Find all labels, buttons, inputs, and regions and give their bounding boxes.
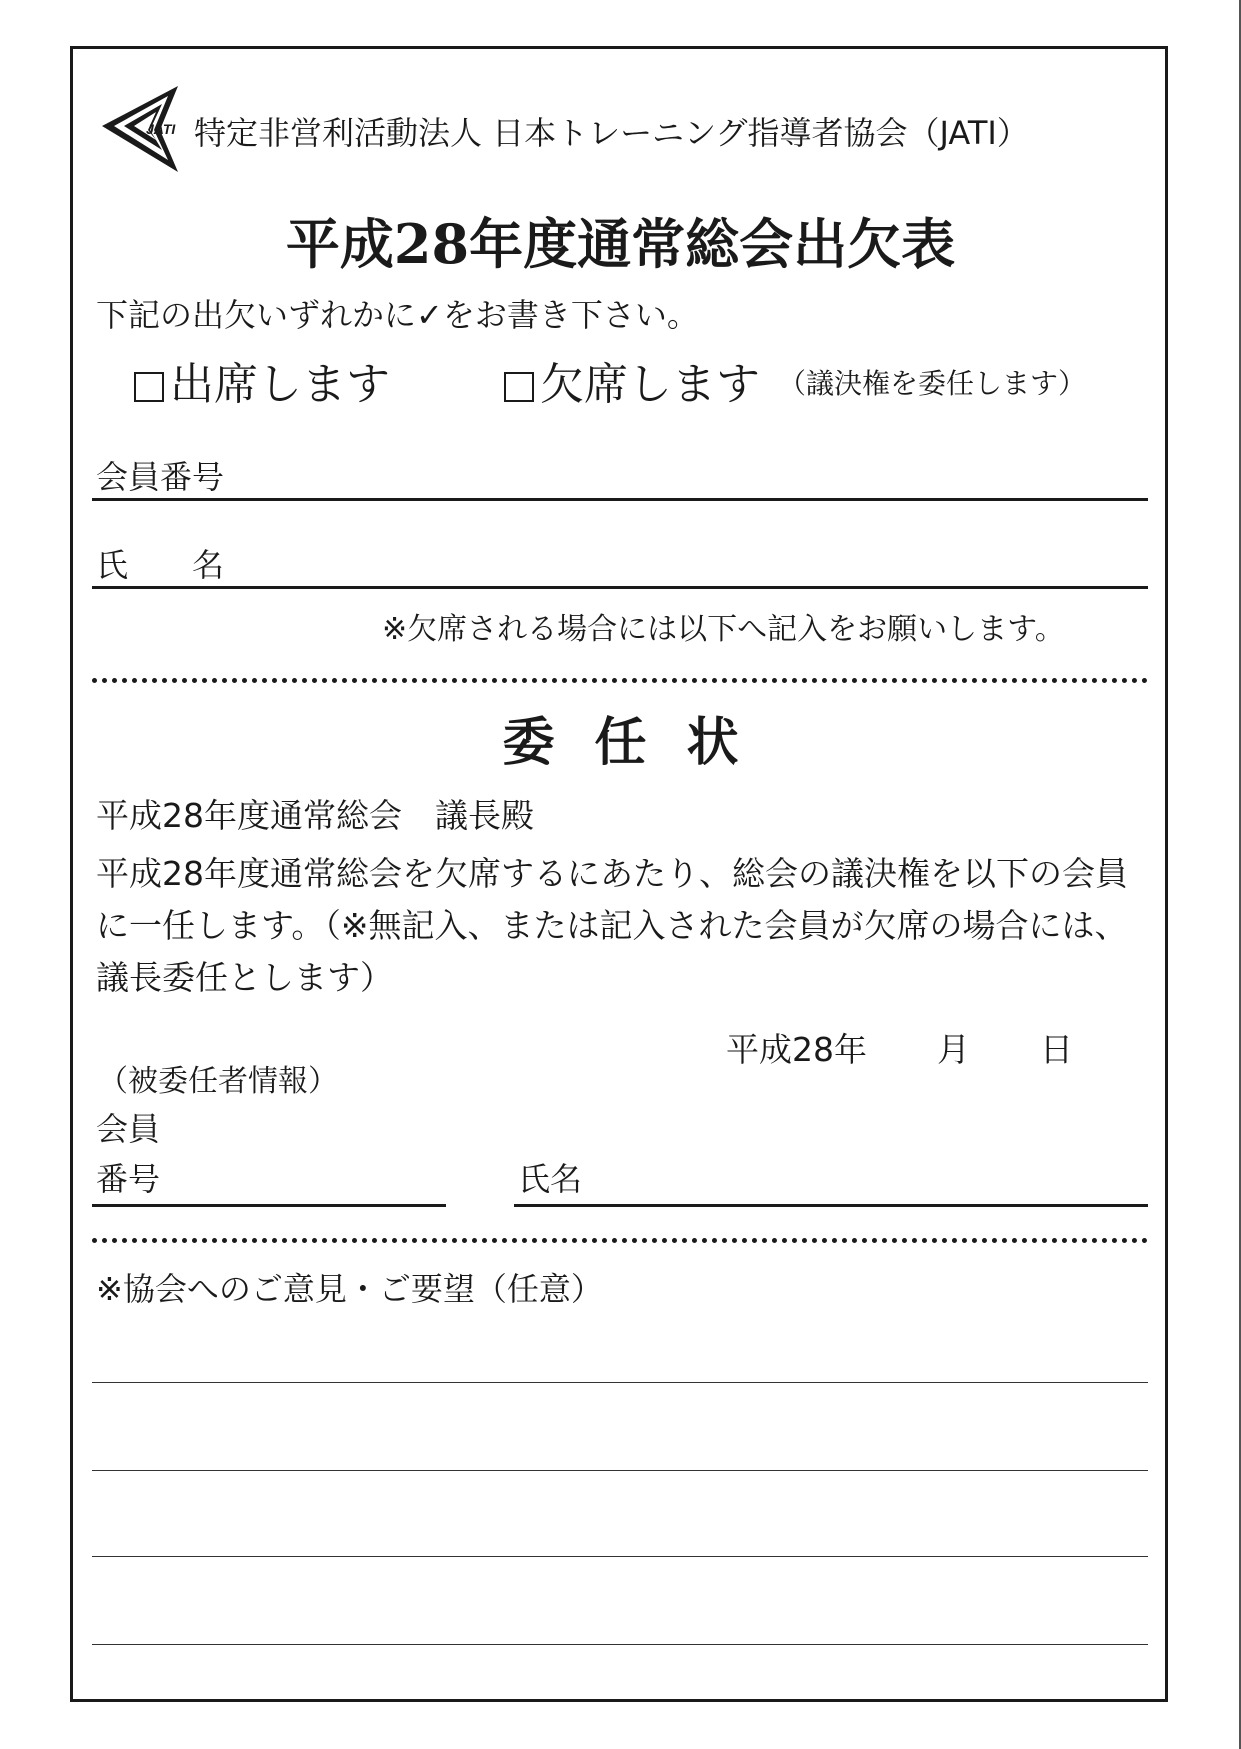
feedback-label: ※協会へのご意見・ご要望（任意） — [96, 1270, 603, 1308]
delegate-member-label-line1: 会員 — [96, 1110, 161, 1148]
instruction-text: 下記の出欠いずれかに✓をお書き下さい。 — [96, 296, 699, 334]
date-month: 月 — [937, 1030, 970, 1069]
logo-text: JATI — [146, 121, 176, 137]
delegate-name-label: 氏名 — [518, 1160, 583, 1198]
absent-note: （議決権を委任します） — [778, 367, 1087, 400]
delegate-info-label: （被委任者情報） — [98, 1064, 338, 1099]
name-label: 氏 名 — [96, 546, 225, 584]
feedback-line-1[interactable] — [92, 1382, 1148, 1383]
feedback-line-2[interactable] — [92, 1470, 1148, 1471]
delegate-member-label-line2: 番号 — [96, 1160, 161, 1198]
absence-note: ※欠席される場合には以下へ記入をお願いします。 — [382, 612, 1065, 647]
proxy-body: 平成28年度通常総会を欠席するにあたり、総会の議決権を以下の会員に一任します。（※無記入、または記入された会員が欠席の場合には、議長委任とします） — [96, 854, 1128, 997]
absent-checkbox[interactable] — [504, 372, 534, 402]
delegate-name-field[interactable] — [514, 1204, 1148, 1207]
attend-label: 出席します — [170, 359, 390, 410]
date-year: 平成28年 — [726, 1030, 867, 1069]
absent-label: 欠席します — [540, 359, 760, 410]
feedback-line-4[interactable] — [92, 1644, 1148, 1645]
attend-option[interactable] — [134, 348, 390, 412]
divider-1 — [92, 678, 1148, 683]
proxy-addressee: 平成28年度通常総会 議長殿 — [96, 796, 534, 835]
member-number-field[interactable] — [92, 498, 1148, 501]
attend-checkbox[interactable] — [134, 372, 164, 402]
divider-2 — [92, 1238, 1148, 1243]
proxy-date — [726, 1024, 1073, 1071]
name-field[interactable] — [92, 586, 1148, 589]
jati-logo-icon — [100, 84, 184, 174]
proxy-title: 委任状 — [502, 712, 779, 773]
member-number-label: 会員番号 — [96, 458, 225, 496]
feedback-line-3[interactable] — [92, 1556, 1148, 1557]
absent-option[interactable] — [504, 348, 1086, 412]
date-day: 日 — [1040, 1030, 1073, 1069]
page-title: 平成28年度通常総会出欠表 — [285, 212, 956, 276]
organization-name: 特定非営利活動法人 日本トレーニング指導者協会（JATI） — [194, 114, 1029, 152]
delegate-member-number-field[interactable] — [92, 1204, 446, 1207]
